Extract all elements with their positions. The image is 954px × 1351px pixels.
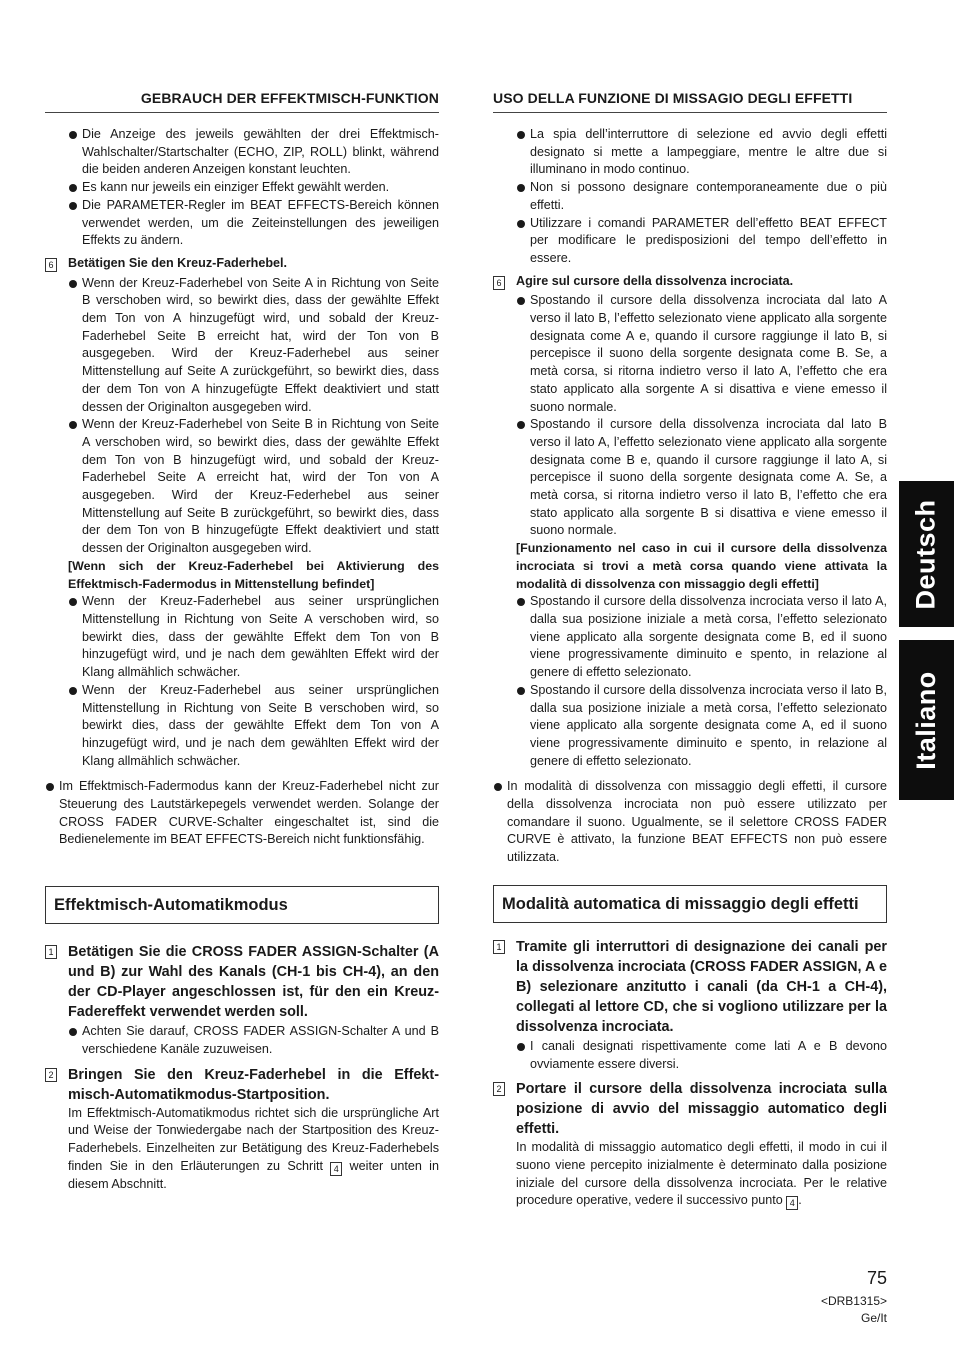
step-title: Agire sul cursore della dissolvenza incrociata.	[516, 273, 794, 288]
step-reference-box: 4	[786, 1196, 798, 1210]
list-item: Es kann nur jeweils ein einziger Effekt gewählt werden.	[45, 179, 439, 197]
step-body-italian	[493, 1139, 887, 1210]
list-item: Wenn der Kreuz-Faderhebel aus seiner ursprünglichen Mittenstellung in Richtung von Seite B verschoben wird, so bewirkt dies, dass der gewählte Effekt dem Ton von A hinzugefügt wird, und je nach dem gewählten Effekt wird der Klang allmählich schwächer.	[45, 682, 439, 771]
auto-step-1-german	[45, 942, 439, 1022]
auto-mode-heading-german: Effektmisch-Automatikmodus	[45, 886, 439, 924]
list-item: Spostando il cursore della dissolvenza incrociata verso il lato A, dalla sua posizione iniziale a metà corsa, l’effetto selezionato viene applicato alla sorgente designata come B, ed il suono viene progressivamente diminuito e spento, in relazione al genere di effetto selezionato.	[493, 593, 887, 682]
list-item: Wenn der Kreuz-Faderhebel von Seite A in Richtung von Seite B verschoben wird, so bewirkt dies, dass der gewählte Effekt dem Ton von A hinzugefügt wird, und sobald der Kreuz-Faderhebel Seite B erreicht hat, wird der Ton von B ausgegeben. Wird der Kreuz-Faderhebel aus seiner Mittenstellung auf Seite A zurückgeführt, so bewirkt dies, dass der dem Ton von A hinzugefügte Effekt deaktiviert und statt dessen der Originalton ausgegeben wird.	[45, 275, 439, 417]
step-body-text: Im Effektmisch-Automatikmodus richtet sich die ursprüngliche Art und Weise der Tonwiedergabe nach der Startposition des Kreuz-Faderhebels. Einzelheiten zur Betätigung des Kreuz-Faderhebels finden Sie in den Erläuterungen zu Schritt	[68, 1105, 439, 1173]
list-item: Die PARAMETER-Regler im BEAT EFFECTS-Bereich können verwendet werden, um die Zeiteinstellungen des jeweiligen Effekts zu ändern.	[45, 197, 439, 250]
step-title: Portare il cursore della dissolvenza incrociata sulla posizione di avvio del missaggio automatico degli effetti.	[516, 1081, 887, 1138]
list-item: Wenn der Kreuz-Faderhebel aus seiner ursprünglichen Mittenstellung in Richtung von Seite A verschoben wird, so bewirkt dies, dass der gewählte Effekt dem Ton von B hinzugefügt wird, und je nach dem gewählten Effekt wird der Klang allmählich schwächer.	[45, 593, 439, 682]
step-body-text: weiter unten in diesem Abschnitt.	[68, 1158, 439, 1191]
note-german: Im Effektmisch-Fadermodus kann der Kreuz-Faderhebel nicht zur Steuerung des Lautstärkepegels verwendet werden. Solange der CROSS FADER CURVE-Schalter eingeschaltet ist, sind die Bedienelemente im BEAT EFFECTS-Bereich nicht funktionsfähig.	[45, 778, 439, 849]
step-number-box: 2	[45, 1068, 57, 1082]
step-number-box: 6	[493, 276, 505, 290]
list-item: Non si possono designare contemporaneamente due o più effetti.	[493, 179, 887, 214]
list-item: Spostando il cursore della dissolvenza incrociata verso il lato B, dalla sua posizione iniziale a metà corsa, l’effetto selezionato viene applicato alla sorgente designata come A, ed il suono viene progressivamente diminuito e spento, in relazione al genere di effetto selezionato.	[493, 682, 887, 771]
italian-column	[493, 88, 887, 1210]
tab-italiano	[899, 640, 954, 800]
step-number-box: 2	[493, 1082, 505, 1096]
tab-deutsch	[899, 481, 954, 627]
step-number-box: 1	[493, 940, 505, 954]
auto-step-1-italian	[493, 937, 887, 1037]
list-item: La spia dell’interruttore di selezione ed avvio degli effetti designato si mette a lampeggiare, mentre le altre due si illuminano in modo continuo.	[493, 126, 887, 179]
section-header-italian: USO DELLA FUNZIONE DI MISSAGIO DEGLI EFFETTI	[493, 88, 887, 113]
step-6-german	[45, 255, 439, 273]
step-6-italian	[493, 273, 887, 291]
step-title: Betätigen Sie den Kreuz-Faderhebel.	[68, 255, 288, 270]
step-body-german	[45, 1105, 439, 1194]
list-item: Spostando il cursore della dissolvenza incrociata dal lato B verso il lato A, l’effetto selezionato viene applicato alla sorgente designata come B e, quando il cursore raggiunge il lato A, si percepisce il suono della sorgente designata come A. Se, a metà corsa, si ritorna indietro verso il lato B, l’effetto che era stato applicato alla sorgente B si disattiva e viene emesso il suono normale.	[493, 416, 887, 540]
list-item: Achten Sie darauf, CROSS FADER ASSIGN-Schalter A und B verschiedene Kanäle zuzuweisen.	[45, 1023, 439, 1058]
intro-bullets-italian	[493, 126, 887, 268]
list-item: I canali designati rispettivamente come lati A e B devono ovviamente essere diversi.	[493, 1038, 887, 1073]
list-item: Wenn der Kreuz-Faderhebel von Seite B in Richtung von Seite A verschoben wird, so bewirkt dies, dass der gewählte Effekt dem Ton von B hinzugefügt wird, und sobald der Kreuz-Faderhebel Seite A erreicht hat, wird der Ton von A ausgegeben. Wird der Kreuz-Federhebel aus seiner Mittenstellung auf Seite B zurückgeführt, so bewirkt dies, dass der dem Ton von B hinzugefügte Effekt deaktiviert und statt dessen der Originalton ausgegeben wird.	[45, 416, 439, 558]
auto-step-2-german	[45, 1065, 439, 1105]
list-item: Spostando il cursore della dissolvenza incrociata dal lato A verso il lato B, l’effetto selezionato viene applicato alla sorgente designata come A e, quando il cursore raggiunge il lato B, si percepisce il suono della sorgente designata come B. Se, a metà corsa, si ritorna indietro verso il lato A, l’effetto che era stato applicato alla sorgente A si disattiva e viene emesso il suono normale.	[493, 292, 887, 416]
step-title: Tramite gli interruttori di designazione dei canali per la dissolvenza incrociata (CROSS FADER ASSIGN, A e B) selezionare anzitutto i canali (da CH-1 a CH-4), collegati al lettore CD, che si vogliono utilizzare per la dissolvenza incrociata.	[516, 938, 887, 1035]
step-title: Bringen Sie den Kreuz-Faderhebel in die Effekt-misch-Automatikmodus-Startposition.	[68, 1066, 439, 1103]
step-body-text: .	[798, 1193, 802, 1208]
step-reference-box: 4	[330, 1162, 342, 1176]
step-body-text: In modalità di missaggio automatico degli effetti, il modo in cui il suono viene percepito inizialmente è determinato dalla posizione iniziale del cursore della dissolvenza incrociata. Per le relative procedure operative, vedere il successivo punto	[516, 1140, 887, 1208]
note-italian: In modalità di dissolvenza con missaggio degli effetti, il cursore della dissolvenza incrociata non può essere utilizzato per comandare il suono. Ugualmente, se il selettore CROSS FADER CURVE è attivato, la funzione BEAT EFFECTS non può essere utilizzata.	[493, 778, 887, 867]
bracket-heading-german: [Wenn sich der Kreuz-Faderhebel bei Aktivierung des Effektmisch-Fadermodus in Mittenstellung befindet]	[68, 558, 439, 591]
intro-bullets-german	[45, 126, 439, 250]
auto-mode-heading-italian: Modalità automatica di missaggio degli effetti	[493, 885, 887, 923]
step-title: Betätigen Sie die CROSS FADER ASSIGN-Schalter (A und B) zur Wahl des Kanals (CH-1 bis CH-4), an den der CD-Player angeschlossen ist, für den ein Kreuz-Fadereffekt verwendet werden soll.	[68, 944, 439, 1021]
section-header-german: GEBRAUCH DER EFFEKTMISCH-FUNKTION	[45, 88, 439, 113]
auto-step-2-italian	[493, 1079, 887, 1139]
step-number-box: 1	[45, 945, 57, 959]
list-item: Utilizzare i comandi PARAMETER dell’effetto BEAT EFFECT per modificare le predisposizioni del tempo dell’effetto in essere.	[493, 215, 887, 268]
german-column	[45, 88, 439, 1193]
bracket-heading-italian: [Funzionamento nel caso in cui il cursore della dissolvenza incrociata si trovi a metà corsa quando viene attivata la modalità di dissolvenza con missaggio degli effetti]	[516, 541, 887, 591]
doc-code: <DRB1315>	[820, 1294, 887, 1308]
list-item: Die Anzeige des jeweils gewählten der drei Effektmisch-Wahlschalter/Startschalter (ECHO, ZIP, ROLL) blinkt, während die beiden anderen Anzeigen konstant leuchten.	[45, 126, 439, 179]
step-number-box: 6	[45, 258, 57, 272]
tab-label: Deutsch	[911, 498, 941, 610]
tab-label: Italiano	[911, 670, 942, 770]
page-number: 75	[866, 1268, 887, 1288]
language-code: Ge/It	[860, 1311, 887, 1325]
